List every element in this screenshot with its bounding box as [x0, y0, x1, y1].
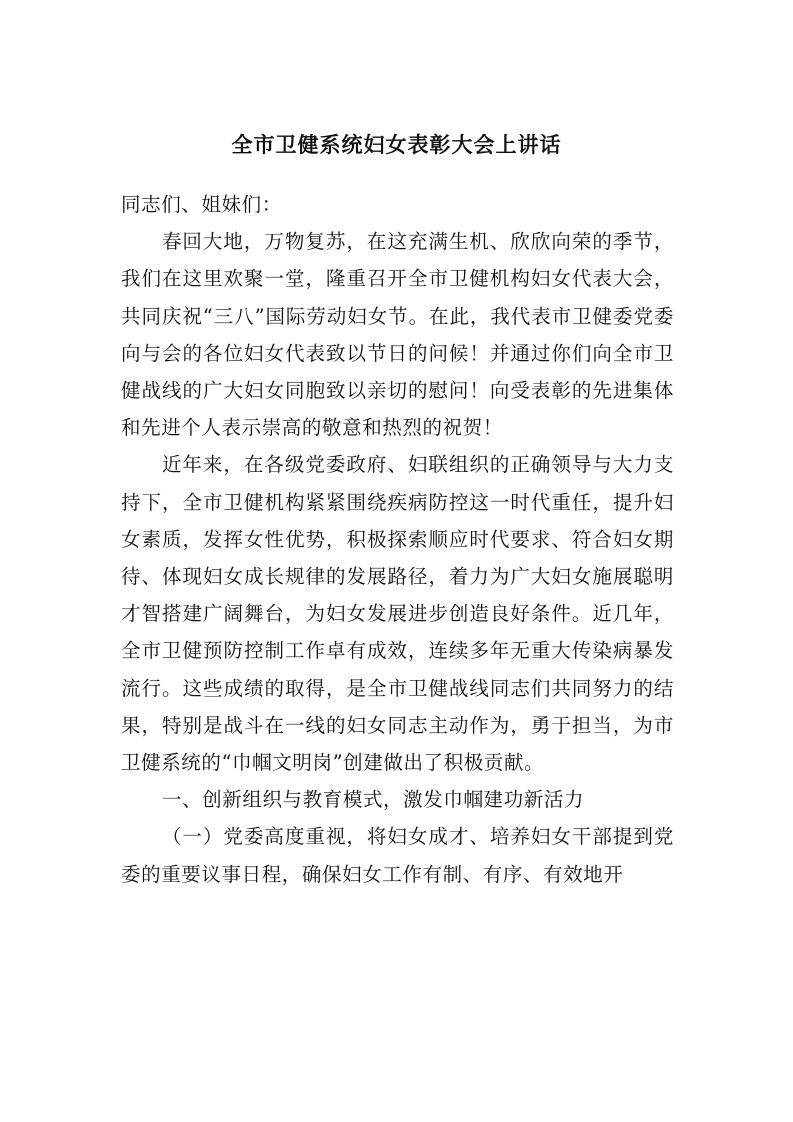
document-title: 全市卫健系统妇女表彰大会上讲话 — [231, 132, 562, 157]
paragraph-achievements: 近年来，在各级党委政府、妇联组织的正确领导与大力支持下，全市卫健机构紧紧围绕疾病防控这一时代重任，提升妇女素质，发挥女性优势，积极探索顺应时代要求、符合妇女期待、体现妇女成长规律的发展路径，着力为广大妇女施展聪明才智搭建广阔舞台，为妇女发展进步创造良好条件。近几年，全市卫健预防控制工作卓有成效，连续多年无重大传染病暴发流行。这些成绩的取得，是全市卫健战线同志们共同努力的结果，特别是战斗在一线的妇女同志主动作为，勇于担当，为市卫健系统的“巾帼文明岗”创建做出了积极贡献。 — [121, 453, 674, 775]
paragraph-subsection-1: （一）党委高度重视，将妇女成才、培养妇女干部提到党委的重要议事日程，确保妇女工作有制、有序、有效地开 — [121, 825, 674, 886]
salutation: 同志们、姐妹们： — [121, 193, 282, 216]
section-heading: 一、创新组织与教育模式，激发巾帼建功新活力 — [161, 788, 585, 812]
document-body — [121, 186, 674, 893]
paragraph-greeting: 春回大地，万物复苏，在这充满生机、欣欣向荣的季节，我们在这里欢聚一堂，隆重召开全市卫健机构妇女代表大会，共同庆祝“三八”国际劳动妇女节。在此，我代表市卫健委党委向与会的各位妇女代表致以节日的问候！并通过你们向全市卫健战线的广大妇女同胞致以亲切的慰问！向受表彰的先进集体和先进个人表示崇高的敬意和热烈的祝贺！ — [121, 230, 674, 440]
